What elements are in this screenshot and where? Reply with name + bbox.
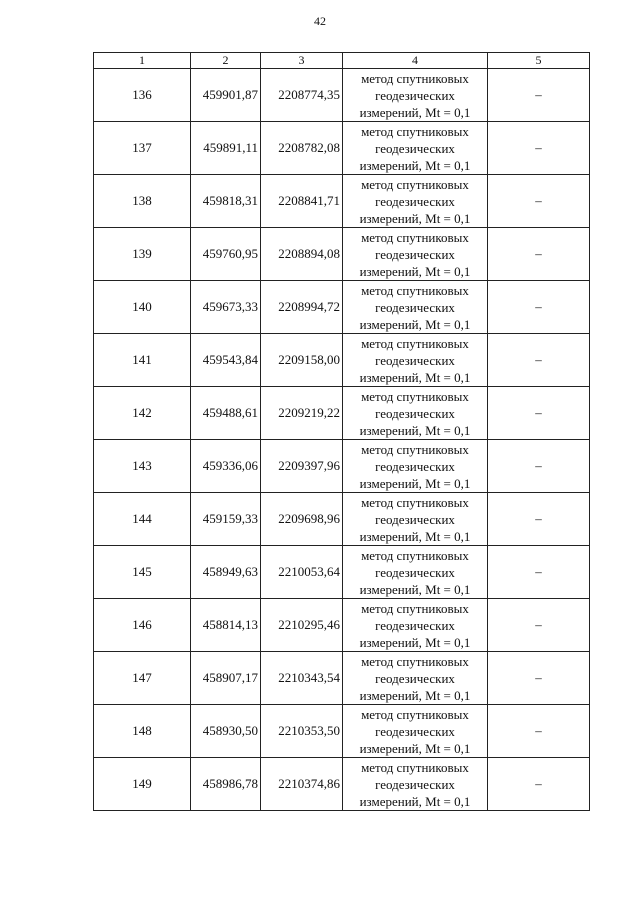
column-5-cell: –: [488, 228, 590, 281]
method-cell: [343, 387, 488, 440]
method-line: геодезических: [375, 405, 455, 421]
y-coordinate-cell: 2209698,96: [261, 493, 343, 546]
y-coordinate-cell: 2208894,08: [261, 228, 343, 281]
method-cell: [343, 758, 488, 811]
x-coordinate-cell: 458986,78: [191, 758, 261, 811]
x-coordinate-cell: 459159,33: [191, 493, 261, 546]
method-line: измерений, Mt = 0,1: [359, 528, 471, 544]
x-coordinate-cell: 458907,17: [191, 652, 261, 705]
x-coordinate-cell: 458949,63: [191, 546, 261, 599]
x-coordinate-cell: 459818,31: [191, 175, 261, 228]
column-5-cell: –: [488, 281, 590, 334]
method-line: измерений, Mt = 0,1: [359, 740, 471, 756]
x-coordinate-cell: 459543,84: [191, 334, 261, 387]
method-line: измерений, Mt = 0,1: [359, 157, 471, 173]
method-line: геодезических: [375, 299, 455, 315]
header-col-1: 1: [94, 53, 191, 69]
table-row: [94, 69, 590, 122]
header-col-5: 5: [488, 53, 590, 69]
method-line: метод спутниковых: [361, 494, 469, 510]
method-line: геодезических: [375, 246, 455, 262]
method-cell: [343, 599, 488, 652]
x-coordinate-cell: 459760,95: [191, 228, 261, 281]
table-row: [94, 334, 590, 387]
method-line: геодезических: [375, 723, 455, 739]
table-row: [94, 599, 590, 652]
y-coordinate-cell: 2208782,08: [261, 122, 343, 175]
method-line: метод спутниковых: [361, 653, 469, 669]
method-line: метод спутниковых: [361, 706, 469, 722]
table-row: [94, 758, 590, 811]
page-number: 42: [314, 14, 326, 28]
x-coordinate-cell: 459891,11: [191, 122, 261, 175]
method-line: метод спутниковых: [361, 547, 469, 563]
point-number-cell: 141: [94, 334, 191, 387]
point-number-cell: 139: [94, 228, 191, 281]
method-line: измерений, Mt = 0,1: [359, 634, 471, 650]
method-line: метод спутниковых: [361, 282, 469, 298]
method-line: измерений, Mt = 0,1: [359, 210, 471, 226]
method-line: метод спутниковых: [361, 229, 469, 245]
point-number-cell: 147: [94, 652, 191, 705]
table-row: [94, 387, 590, 440]
method-line: метод спутниковых: [361, 176, 469, 192]
y-coordinate-cell: 2209158,00: [261, 334, 343, 387]
point-number-cell: 144: [94, 493, 191, 546]
method-cell: [343, 281, 488, 334]
y-coordinate-cell: 2209397,96: [261, 440, 343, 493]
method-line: измерений, Mt = 0,1: [359, 263, 471, 279]
method-cell: [343, 175, 488, 228]
x-coordinate-cell: 458930,50: [191, 705, 261, 758]
y-coordinate-cell: 2208994,72: [261, 281, 343, 334]
method-line: метод спутниковых: [361, 70, 469, 86]
method-line: измерений, Mt = 0,1: [359, 369, 471, 385]
header-col-3: 3: [261, 53, 343, 69]
column-5-cell: –: [488, 493, 590, 546]
table-row: [94, 652, 590, 705]
table-header-row: [94, 53, 590, 69]
method-line: метод спутниковых: [361, 759, 469, 775]
column-5-cell: –: [488, 652, 590, 705]
y-coordinate-cell: 2208774,35: [261, 69, 343, 122]
table-row: [94, 122, 590, 175]
method-cell: [343, 69, 488, 122]
method-line: измерений, Mt = 0,1: [359, 104, 471, 120]
column-5-cell: –: [488, 758, 590, 811]
x-coordinate-cell: 459673,33: [191, 281, 261, 334]
column-5-cell: –: [488, 546, 590, 599]
coordinates-table: [93, 52, 590, 811]
column-5-cell: –: [488, 122, 590, 175]
method-line: метод спутниковых: [361, 600, 469, 616]
method-line: геодезических: [375, 564, 455, 580]
x-coordinate-cell: 458814,13: [191, 599, 261, 652]
method-cell: [343, 705, 488, 758]
point-number-cell: 136: [94, 69, 191, 122]
y-coordinate-cell: 2210295,46: [261, 599, 343, 652]
method-line: метод спутниковых: [361, 388, 469, 404]
method-cell: [343, 228, 488, 281]
header-col-2: 2: [191, 53, 261, 69]
method-line: геодезических: [375, 193, 455, 209]
table-row: [94, 175, 590, 228]
column-5-cell: –: [488, 705, 590, 758]
point-number-cell: 146: [94, 599, 191, 652]
method-line: измерений, Mt = 0,1: [359, 422, 471, 438]
column-5-cell: –: [488, 599, 590, 652]
column-5-cell: –: [488, 175, 590, 228]
point-number-cell: 148: [94, 705, 191, 758]
method-line: геодезических: [375, 140, 455, 156]
table-row: [94, 705, 590, 758]
method-line: геодезических: [375, 776, 455, 792]
method-line: метод спутниковых: [361, 335, 469, 351]
point-number-cell: 140: [94, 281, 191, 334]
table-row: [94, 546, 590, 599]
point-number-cell: 149: [94, 758, 191, 811]
method-line: измерений, Mt = 0,1: [359, 316, 471, 332]
point-number-cell: 143: [94, 440, 191, 493]
table-row: [94, 281, 590, 334]
x-coordinate-cell: 459488,61: [191, 387, 261, 440]
table-row: [94, 228, 590, 281]
method-cell: [343, 122, 488, 175]
method-line: измерений, Mt = 0,1: [359, 687, 471, 703]
method-line: геодезических: [375, 511, 455, 527]
y-coordinate-cell: 2210374,86: [261, 758, 343, 811]
method-cell: [343, 334, 488, 387]
point-number-cell: 138: [94, 175, 191, 228]
method-line: измерений, Mt = 0,1: [359, 475, 471, 491]
method-line: измерений, Mt = 0,1: [359, 793, 471, 809]
table-row: [94, 440, 590, 493]
method-cell: [343, 493, 488, 546]
x-coordinate-cell: 459336,06: [191, 440, 261, 493]
point-number-cell: 142: [94, 387, 191, 440]
method-line: геодезических: [375, 617, 455, 633]
method-cell: [343, 652, 488, 705]
table-row: [94, 493, 590, 546]
column-5-cell: –: [488, 387, 590, 440]
column-5-cell: –: [488, 69, 590, 122]
point-number-cell: 137: [94, 122, 191, 175]
y-coordinate-cell: 2210353,50: [261, 705, 343, 758]
y-coordinate-cell: 2208841,71: [261, 175, 343, 228]
column-5-cell: –: [488, 440, 590, 493]
method-line: измерений, Mt = 0,1: [359, 581, 471, 597]
method-line: метод спутниковых: [361, 123, 469, 139]
y-coordinate-cell: 2210053,64: [261, 546, 343, 599]
point-number-cell: 145: [94, 546, 191, 599]
method-line: геодезических: [375, 458, 455, 474]
method-cell: [343, 440, 488, 493]
y-coordinate-cell: 2209219,22: [261, 387, 343, 440]
method-cell: [343, 546, 488, 599]
method-line: геодезических: [375, 352, 455, 368]
header-col-4: 4: [343, 53, 488, 69]
method-line: метод спутниковых: [361, 441, 469, 457]
x-coordinate-cell: 459901,87: [191, 69, 261, 122]
y-coordinate-cell: 2210343,54: [261, 652, 343, 705]
method-line: геодезических: [375, 87, 455, 103]
method-line: геодезических: [375, 670, 455, 686]
column-5-cell: –: [488, 334, 590, 387]
